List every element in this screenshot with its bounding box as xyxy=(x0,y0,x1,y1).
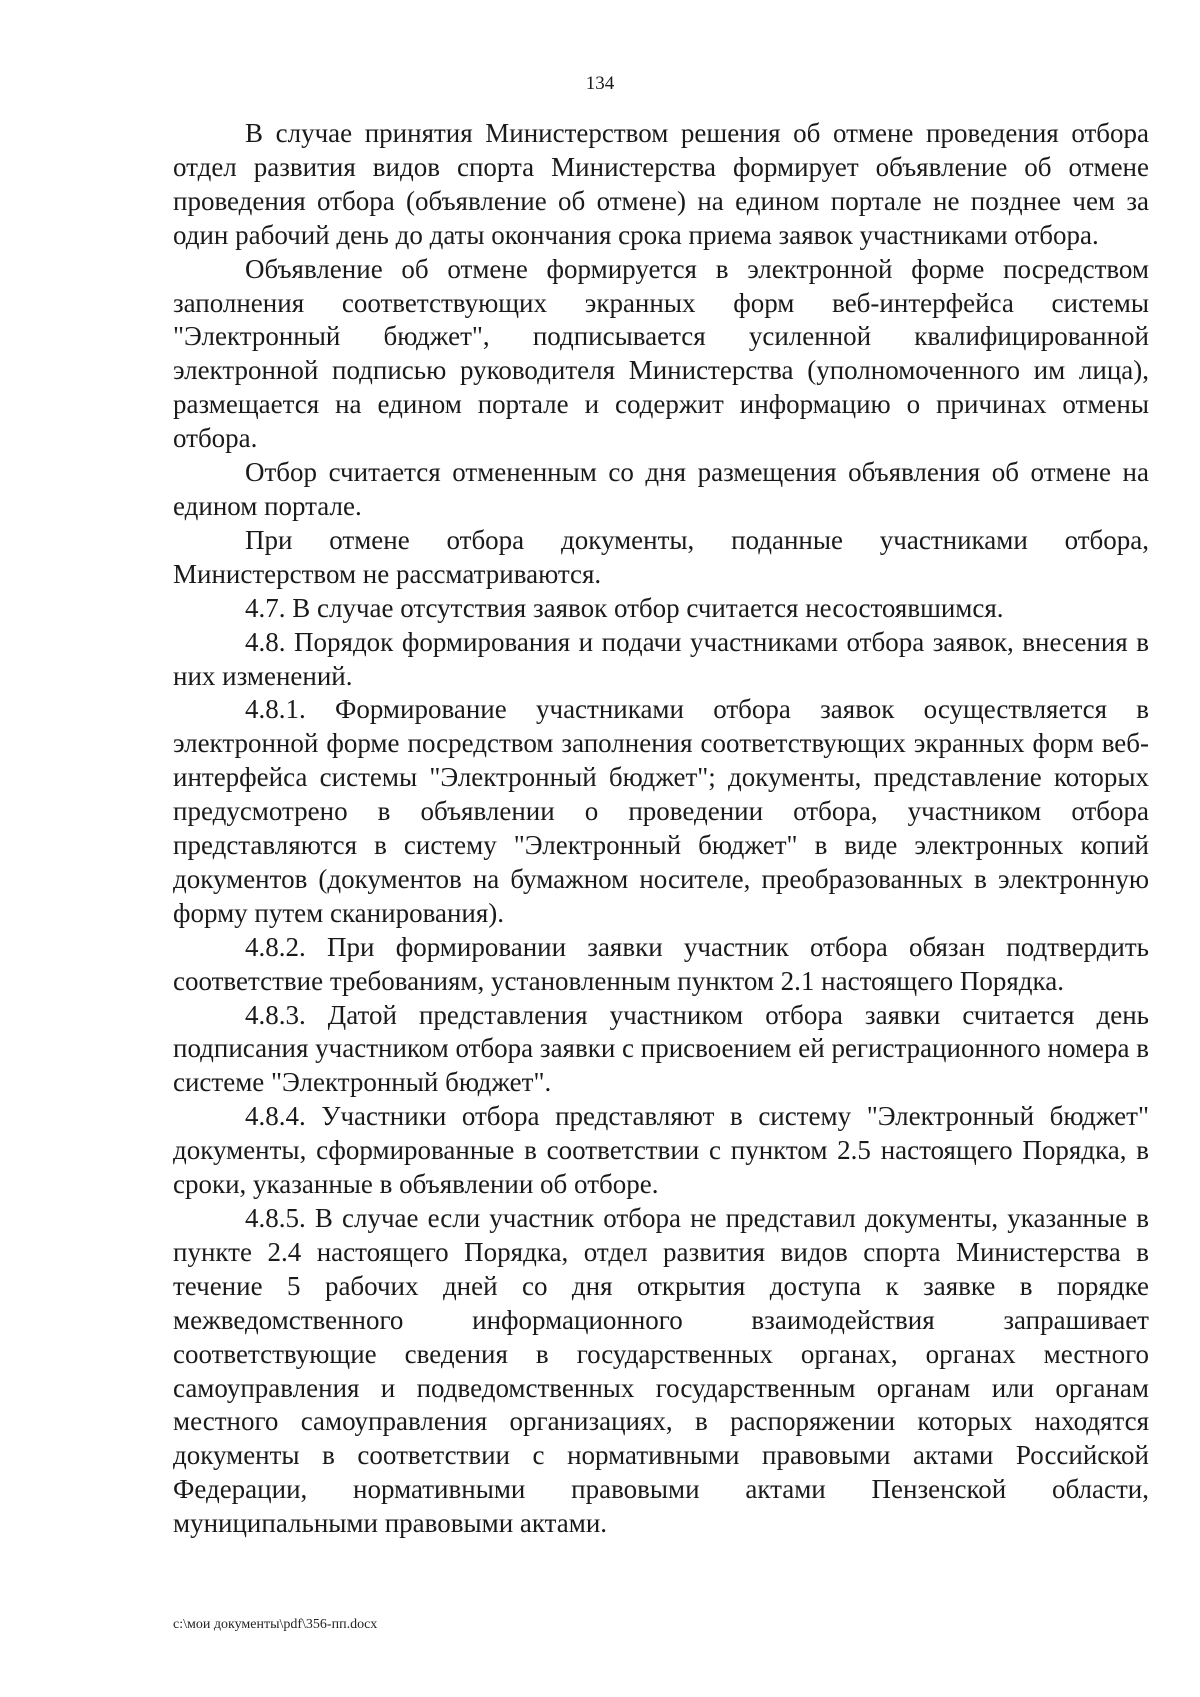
paragraph-4-7: 4.7. В случае отсутствия заявок отбор считается несостоявшимся. xyxy=(245,592,1004,623)
paragraph-4-8-4: 4.8.4. Участники отбора представляют в систему "Электронный бюджет" документы, сформированные в соответствии с пунктом 2.5 настоящего Порядка, в сроки, указанные в объявлении об отборе. xyxy=(173,1101,1149,1200)
paragraph-cancellation-effective: Отбор считается отмененным со дня размещения объявления об отмене на едином портале. xyxy=(173,457,1149,521)
page-number: 134 xyxy=(585,73,615,94)
paragraph-4-8-2: 4.8.2. При формировании заявки участник отбора обязан подтвердить соответствие требованиям, установленным пунктом 2.1 настоящего Порядка. xyxy=(173,931,1149,996)
paragraph-4-8: 4.8. Порядок формирования и подачи участниками отбора заявок, внесения в них изменений. xyxy=(173,626,1149,691)
footer-file-path: c:\мои документы\pdf\356-пп.docx xyxy=(173,1617,378,1632)
document-body xyxy=(173,117,1149,1541)
paragraph-4-8-1: 4.8.1. Формирование участниками отбора заявок осуществляется в электронной форме посредством заполнения соответствующих экранных форм веб-интерфейса системы "Электронный бюджет"; документы, представление которых предусмотрено в объявлении о проведении отбора, участником отбора представляются в систему "Электронный бюджет" в виде электронных копий документов (документов на бумажном носителе, преобразованных в электронную форму путем сканирования). xyxy=(173,694,1149,928)
paragraph-4-8-5: 4.8.5. В случае если участник отбора не представил документы, указанные в пункте 2.4 настоящего Порядка, отдел развития видов спорта Министерства в течение 5 рабочих дней со дня открытия доступа к заявке в порядке межведомственного информационного взаимодействия запрашивает соответствующие сведения в государственных органах, органах местного самоуправления и подведомственных государственным органам или органам местного самоуправления организациях, в распоряжении которых находятся документы в соответствии с нормативными правовыми актами Российской Федерации, нормативными правовыми актами Пензенской области, муниципальными правовыми актами. xyxy=(173,1203,1149,1539)
paragraph-cancellation-decision: В случае принятия Министерством решения об отмене проведения отбора отдел развития видов спорта Министерства формирует объявление об отмене проведения отбора (объявление об отмене) на едином портале не позднее чем за один рабочий день до даты окончания срока приема заявок участниками отбора. xyxy=(173,118,1149,250)
paragraph-4-8-3: 4.8.3. Датой представления участником отбора заявки считается день подписания участником отбора заявки с присвоением ей регистрационного номера в системе "Электронный бюджет". xyxy=(173,999,1149,1098)
paragraph-documents-not-reviewed: При отмене отбора документы, поданные участниками отбора, Министерством не рассматриваются. xyxy=(173,524,1149,589)
paragraph-cancellation-notice: Объявление об отмене формируется в электронной форме посредством заполнения соответствующих экранных форм веб-интерфейса системы "Электронный бюджет", подписывается усиленной квалифицированной электронной подписью руководителя Министерства (уполномоченного им лица), размещается на едином портале и содержит информацию о причинах отмены отбора. xyxy=(173,253,1149,454)
